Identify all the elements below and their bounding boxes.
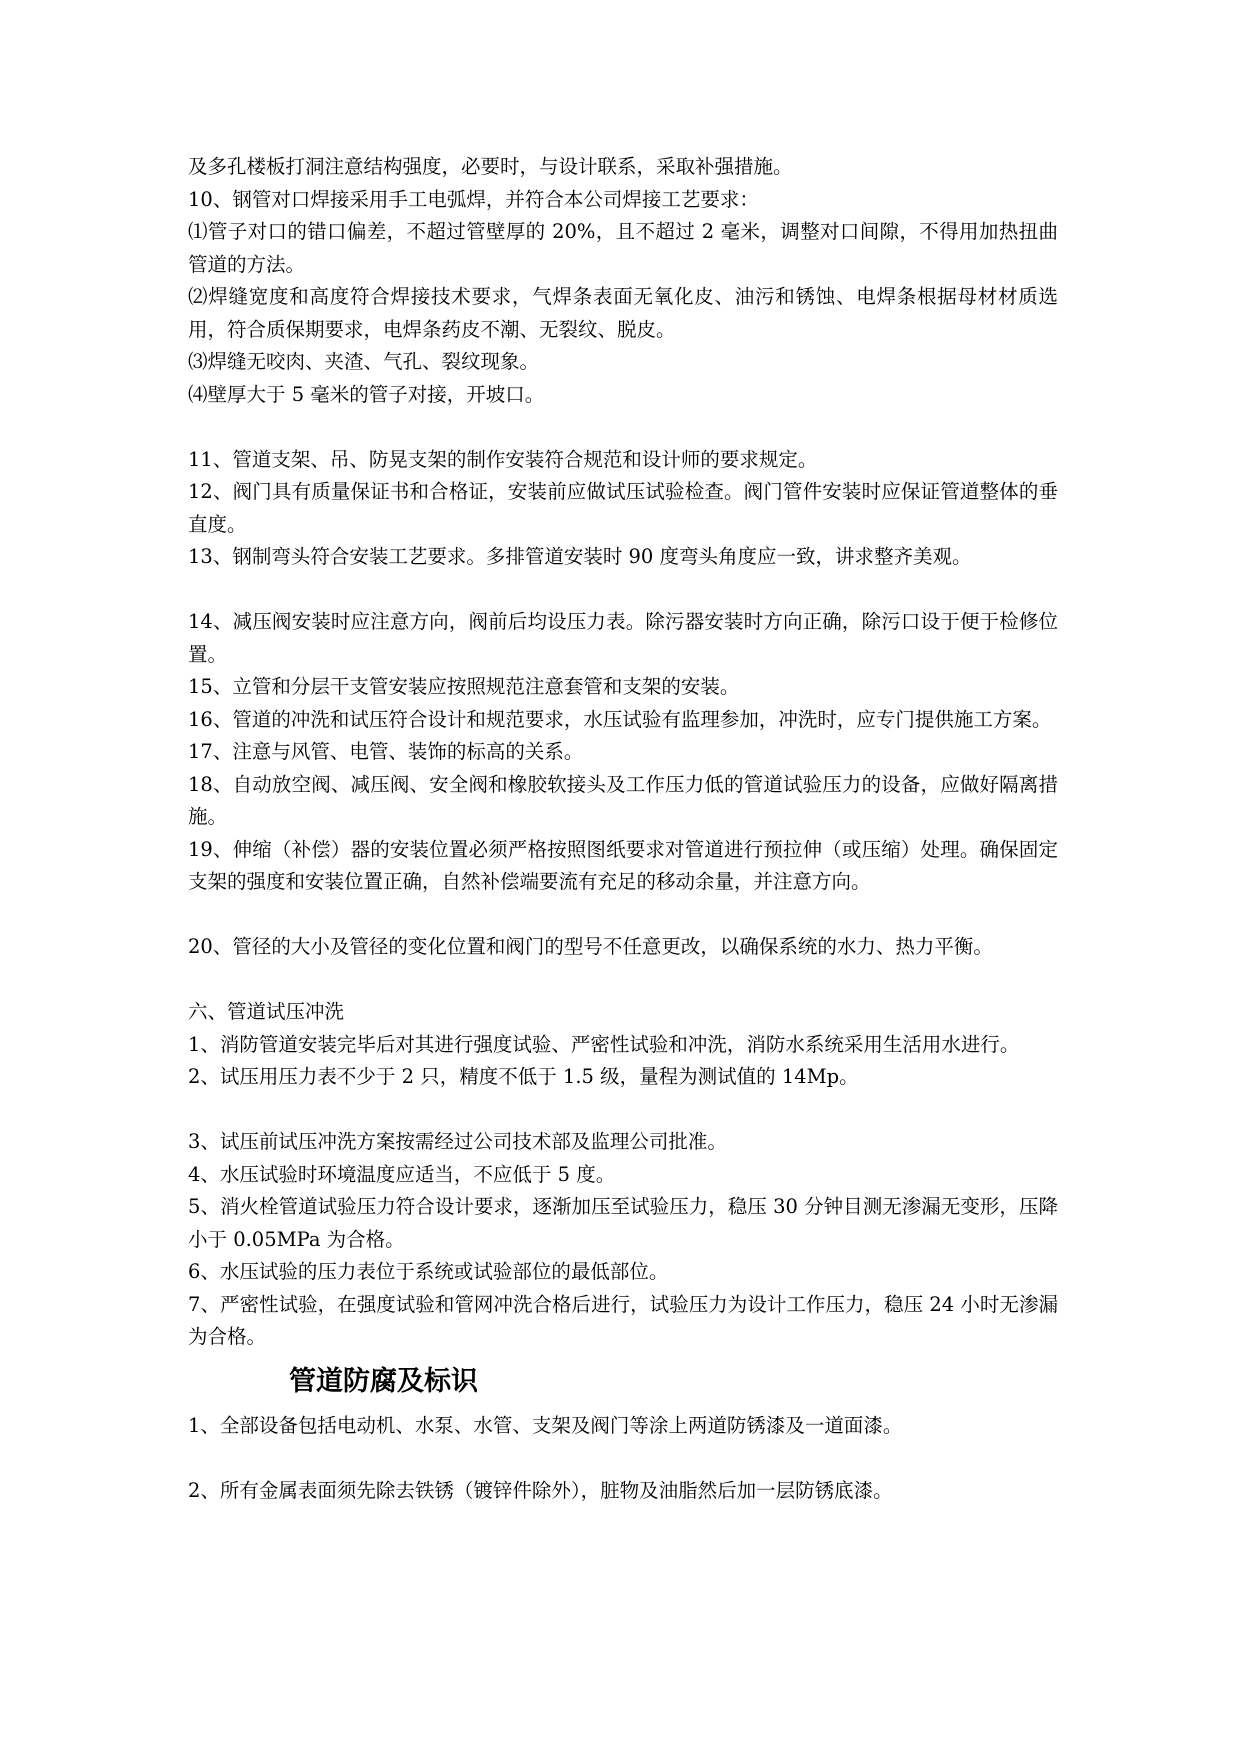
paragraph: 12、阀门具有质量保证书和合格证，安装前应做试压试验检查。阀门管件安装时应保证管道整体的垂直度。 (188, 480, 1058, 536)
paragraph: 5、消火栓管道试验压力符合设计要求，逐渐加压至试验压力，稳压 30 分钟目测无渗漏无变形，压降小于 0.05MPa 为合格。 (188, 1195, 1058, 1251)
blank-line (188, 964, 1058, 997)
paragraph: 4、水压试验时环境温度应适当，不应低于 5 度。 (188, 1162, 616, 1186)
paragraph: ⑷壁厚大于 5 毫米的管子对接，开坡口。 (188, 382, 545, 406)
paragraph: ⑴管子对口的错口偏差，不超过管壁厚的 20%，且不超过 2 毫米，调整对口间隙，不得用加热扭曲管道的方法。 (188, 220, 1058, 276)
document-page (188, 151, 1058, 1507)
blank-line (188, 411, 1058, 444)
paragraph: 3、试压前试压冲洗方案按需经过公司技术部及监理公司批准。 (188, 1130, 727, 1153)
paragraph: 1、消防管道安装完毕后对其进行强度试验、严密性试验和冲洗，消防水系统采用生活用水进行。 (188, 1032, 1020, 1056)
paragraph: 13、钢制弯头符合安装工艺要求。多排管道安装时 90 度弯头角度应一致，讲求整齐美观。 (188, 545, 972, 568)
paragraph: 15、立管和分层干支管安装应按照规范注意套管和支架的安装。 (188, 675, 740, 698)
paragraph: 2、试压用压力表不少于 2 只，精度不低于 1.5 级，量程为测试值的 14Mp。 (188, 1065, 859, 1088)
section-heading: 管道防腐及标识 (289, 1365, 478, 1397)
paragraph: 2、所有金属表面须先除去铁锈（镀锌件除外），脏物及油脂然后加一层防锈底漆。 (188, 1478, 893, 1502)
paragraph: 17、注意与风管、电管、装饰的标高的关系。 (188, 740, 584, 763)
paragraph: 16、管道的冲洗和试压符合设计和规范要求，水压试验有监理参加，冲洗时，应专门提供施工方案。 (188, 707, 1052, 731)
blank-line (188, 1442, 1058, 1475)
paragraph: 7、严密性试验，在强度试验和管网冲洗合格后进行，试验压力为设计工作压力，稳压 24 小时无渗漏为合格。 (188, 1292, 1058, 1348)
blank-line (188, 899, 1058, 932)
blank-line (188, 1094, 1058, 1127)
paragraph: ⑵焊缝宽度和高度符合焊接技术要求，气焊条表面无氧化皮、油污和锈蚀、电焊条根据母材材质选用，符合质保期要求，电焊条药皮不潮、无裂纹、脱皮。 (188, 285, 1058, 341)
paragraph: 1、全部设备包括电动机、水泵、水管、支架及阀门等涂上两道防锈漆及一道面漆。 (188, 1413, 903, 1437)
paragraph: 14、减压阀安装时应注意方向，阀前后均设压力表。除污器安装时方向正确，除污口设于便于检修位置。 (188, 610, 1058, 666)
paragraph: 10、钢管对口焊接采用手工电弧焊，并符合本公司焊接工艺要求： (188, 187, 759, 211)
blank-line (188, 574, 1058, 607)
paragraph: 11、管道支架、吊、防晃支架的制作安装符合规范和设计师的要求规定。 (188, 447, 818, 471)
paragraph: 19、伸缩（补偿）器的安装位置必须严格按照图纸要求对管道进行预拉伸（或压缩）处理。确保固定支架的强度和安装位置正确，自然补偿端要流有充足的移动余量，并注意方向。 (188, 837, 1058, 893)
paragraph: ⑶焊缝无咬肉、夹渣、气孔、裂纹现象。 (188, 350, 540, 373)
paragraph: 20、管径的大小及管径的变化位置和阀门的型号不任意更改，以确保系统的水力、热力平衡。 (188, 935, 993, 958)
paragraph: 18、自动放空阀、减压阀、安全阀和橡胶软接头及工作压力低的管道试验压力的设备，应做好隔离措施。 (188, 772, 1058, 828)
paragraph: 及多孔楼板打洞注意结构强度，必要时，与设计联系，采取补强措施。 (188, 155, 793, 178)
paragraph: 6、水压试验的压力表位于系统或试验部位的最低部位。 (188, 1260, 669, 1283)
section-title: 六、管道试压冲洗 (188, 1000, 345, 1023)
